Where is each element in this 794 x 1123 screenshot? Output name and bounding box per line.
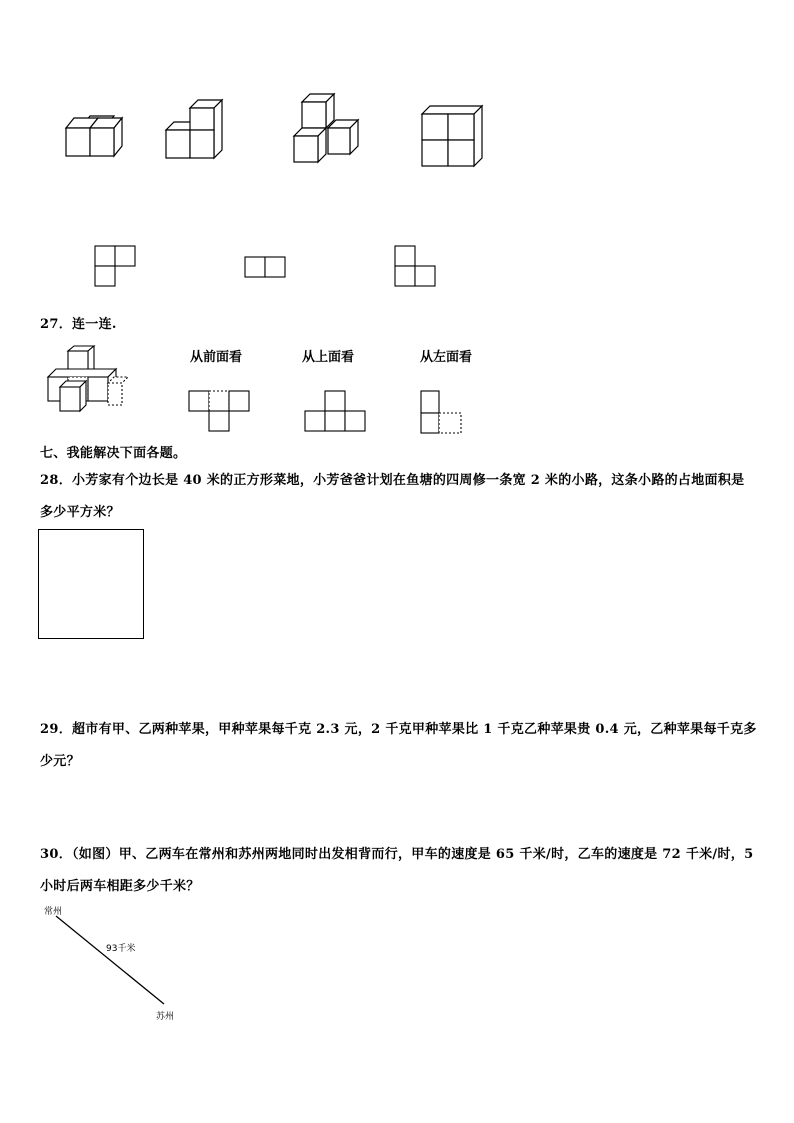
cube-figure-4 (420, 104, 488, 170)
city-suzhou-label: 苏州 (156, 1012, 175, 1022)
view-shape-2 (244, 256, 286, 278)
distance-label: 93千米 (106, 944, 136, 954)
view-label-left: 从左面看 (420, 350, 473, 365)
cube-stack-figure (42, 345, 137, 413)
square-field-figure (38, 529, 144, 639)
front-view-shape (188, 390, 252, 432)
cube-figure-2 (162, 98, 232, 163)
view-shape-1 (94, 245, 136, 287)
question-28-line-2: 多少平方米？ (40, 505, 120, 520)
question-29-line-2: 少元？ (40, 754, 80, 769)
distance-line (40, 900, 190, 1022)
question-29-line-1: 29．超市有甲、乙两种苹果，甲种苹果每千克 2.3 元，2 千克甲种苹果比 1 千克乙种苹果贵 0.4 元，乙种苹果每千克多 (40, 722, 757, 737)
question-30-line-1: 30．（如图）甲、乙两车在常州和苏州两地同时出发相背而行，甲车的速度是 65 千米/时，乙车的速度是 72 千米/时，5 (40, 847, 754, 862)
view-label-front: 从前面看 (190, 350, 243, 365)
cube-figure-3 (290, 92, 365, 164)
city-changzhou-label: 常州 (44, 907, 63, 917)
left-view-shape (420, 390, 464, 434)
question-27-title: 27．连一连. (40, 317, 117, 332)
question-30-line-2: 小时后两车相距多少千米？ (40, 879, 200, 894)
section-7-heading: 七、我能解决下面各题。 (40, 446, 187, 461)
distance-diagram (40, 900, 190, 1022)
view-label-top: 从上面看 (302, 350, 355, 365)
cube-figure-1 (60, 108, 130, 163)
view-shape-3 (394, 245, 436, 287)
question-28-line-1: 28．小芳家有个边长是 40 米的正方形菜地，小芳爸爸计划在鱼塘的四周修一条宽 2 米的小路，这条小路的占地面积是 (40, 473, 745, 488)
top-view-shape (304, 390, 368, 432)
